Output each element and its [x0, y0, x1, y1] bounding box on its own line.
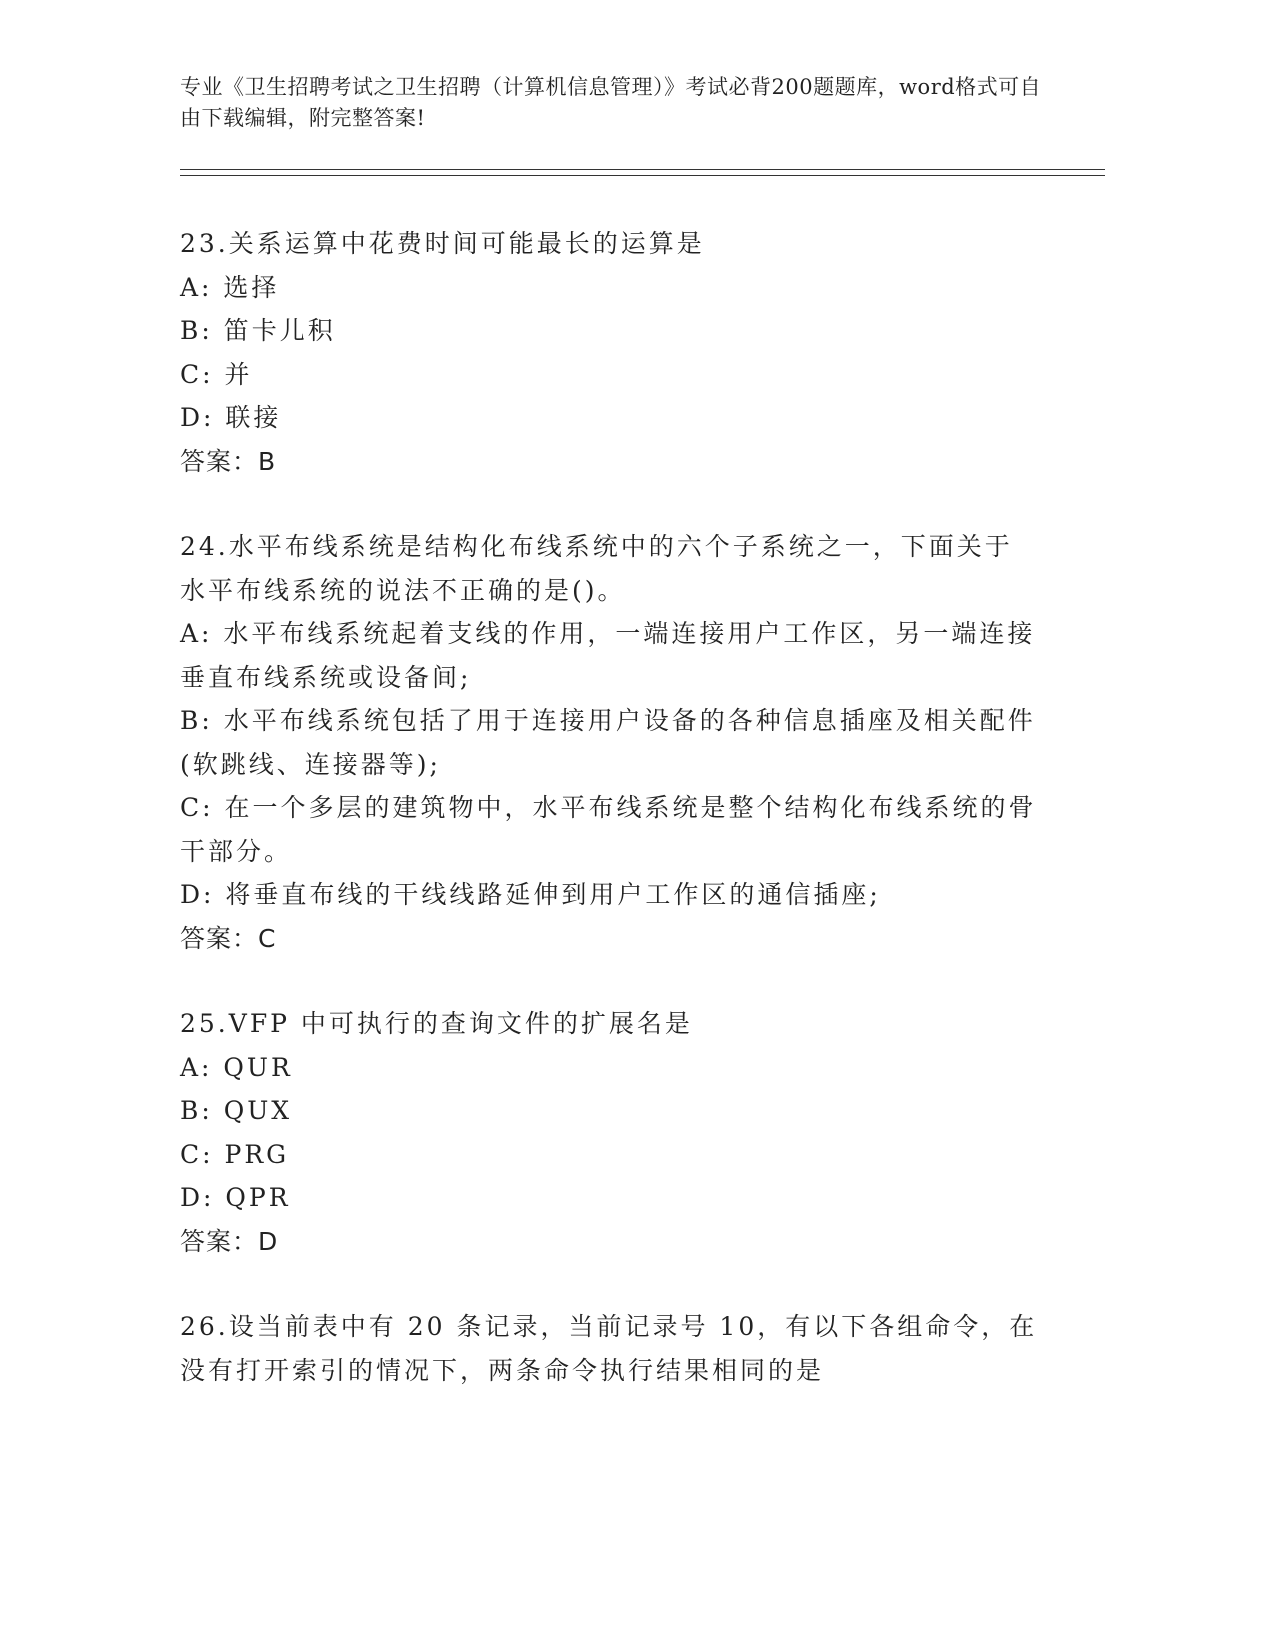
question-stem: 24.水平布线系统是结构化布线系统中的六个子系统之一，下面关于水平布线系统的说法不正确的是()。	[180, 532, 1013, 605]
option-a: A: QUR	[180, 1052, 293, 1082]
option-c: C: 并	[180, 359, 253, 389]
question-list	[180, 222, 1040, 1434]
question-23	[180, 222, 1040, 483]
option-a: A: 水平布线系统起着支线的作用，一端连接用户工作区，另一端连接垂直布线系统或设备间;	[180, 619, 1036, 692]
option-c: C: PRG	[180, 1139, 290, 1169]
option-b: B: 笛卡儿积	[180, 316, 336, 345]
header-divider-bottom	[180, 175, 1105, 176]
question-24	[180, 525, 1040, 960]
question-25	[180, 1002, 1040, 1263]
question-stem: 26.设当前表中有 20 条记录，当前记录号 10，有以下各组命令，在没有打开索引的情况下，两条命令执行结果相同的是	[180, 1312, 1038, 1385]
option-d: D: 将垂直布线的干线线路延伸到用户工作区的通信插座;	[180, 880, 881, 909]
option-d: D: QPR	[180, 1183, 291, 1212]
answer: 答案：C	[180, 923, 277, 953]
answer: 答案：B	[180, 446, 277, 476]
option-a: A: 选择	[180, 272, 280, 302]
option-d: D: 联接	[180, 403, 282, 432]
question-stem: 23.关系运算中花费时间可能最长的运算是	[180, 229, 705, 258]
question-26	[180, 1305, 1040, 1392]
header-divider-top	[180, 169, 1105, 170]
option-c: C: 在一个多层的建筑物中，水平布线系统是整个结构化布线系统的骨干部分。	[180, 793, 1037, 866]
question-stem: 25.VFP 中可执行的查询文件的扩展名是	[180, 1009, 693, 1038]
document-header: 专业《卫生招聘考试之卫生招聘（计算机信息管理）》考试必背200题题库，word格式可自由下载编辑，附完整答案!	[180, 75, 1042, 130]
option-b: B: QUX	[180, 1096, 293, 1125]
option-b: B: 水平布线系统包括了用于连接用户设备的各种信息插座及相关配件(软跳线、连接器等);	[180, 706, 1036, 779]
answer: 答案：D	[180, 1226, 279, 1256]
